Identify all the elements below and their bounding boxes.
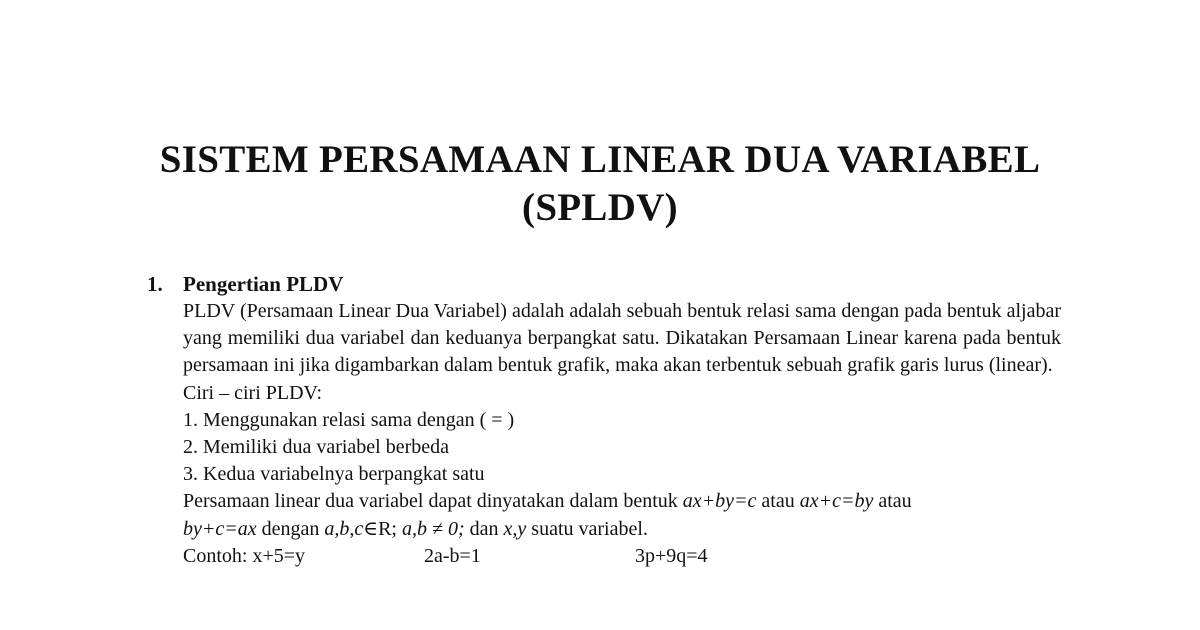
features-title: Ciri – ciri PLDV:	[183, 381, 323, 404]
formula-text: Persamaan linear dua variabel dapat dinyatakan dalam bentuk	[183, 490, 683, 513]
definition-paragraph: PLDV (Persamaan Linear Dua Variabel) adalah adalah sebuah bentuk relasi sama dengan pada bentuk aljabar yang memiliki dua variabel dan keduanya berpangkat satu. Dikatakan Persamaan Linear karena pada bentuk persamaan ini jika digambarkan dalam bentuk grafik, maka akan terbentuk sebuah grafik garis lurus (linear).	[183, 300, 1061, 377]
formula-text: ∈R;	[363, 517, 402, 540]
formula-text: suatu variabel.	[526, 517, 648, 540]
section-body	[183, 298, 1061, 570]
formula-text: atau	[756, 490, 800, 513]
formula-expression: ax+by=c	[682, 490, 757, 513]
formula-paragraph	[183, 488, 1061, 542]
feature-item: 3. Kedua variabelnya berpangkat satu	[183, 463, 485, 486]
formula-text: dan	[464, 517, 504, 540]
feature-item: 1. Menggunakan relasi sama dengan ( = )	[183, 408, 515, 431]
example-1: Contoh: x+5=y	[183, 544, 306, 567]
section-heading-text: Pengertian PLDV	[183, 272, 344, 296]
section-number: 1.	[147, 272, 163, 296]
formula-text: dengan	[256, 517, 325, 540]
formula-expression: x,y	[503, 517, 527, 540]
section-pengertian-pldv	[147, 270, 1061, 567]
feature-item: 2. Memiliki dua variabel berbeda	[183, 436, 450, 459]
example-2: 2a-b=1	[424, 544, 481, 567]
example-3: 3p+9q=4	[635, 544, 708, 567]
section-heading	[147, 270, 1061, 299]
formula-expression: by+c=ax	[183, 517, 257, 540]
formula-expression: a,b ≠ 0;	[401, 517, 465, 540]
formula-expression: a,b,c	[324, 517, 364, 540]
formula-text: atau	[873, 490, 912, 513]
examples-row	[183, 543, 1061, 570]
formula-expression: ax+c=by	[799, 490, 874, 513]
document-subtitle: (SPLDV)	[522, 186, 678, 229]
document-title: SISTEM PERSAMAAN LINEAR DUA VARIABEL	[159, 138, 1041, 181]
